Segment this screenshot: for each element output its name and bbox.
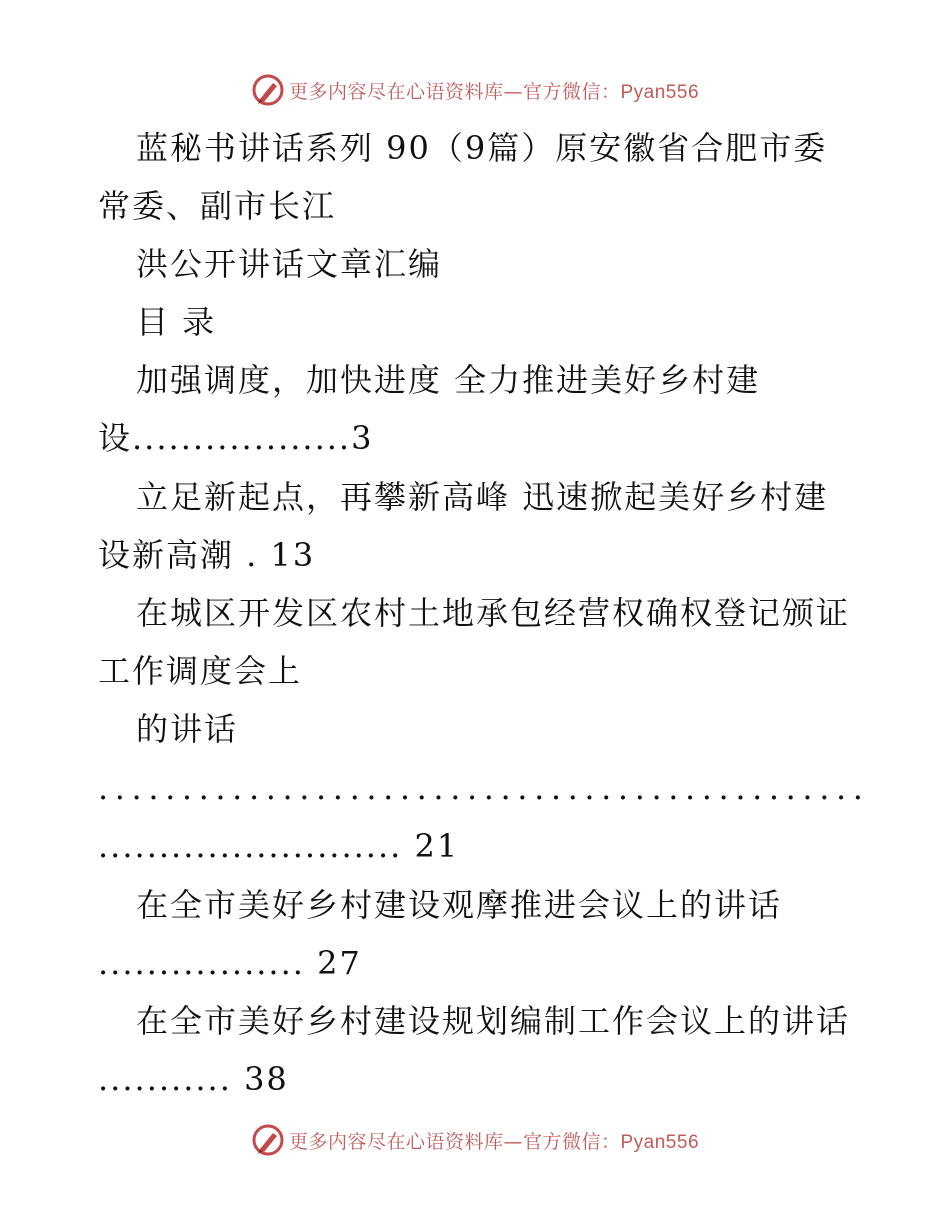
toc-entry-3-page: ......................... 21 — [98, 827, 460, 865]
toc-entry-1-page: 设..................3 — [98, 419, 374, 457]
banner-text: 更多内容尽在心语资料库—官方微信： — [288, 80, 621, 103]
toc-entry-4-page: ................. 27 — [98, 944, 362, 982]
toc-entry-3-title-cont: 工作调度会上 — [98, 652, 303, 690]
banner-wechat-id: Pyan556 — [620, 81, 700, 103]
toc-entry-1-title: 加强调度，加快进度 全力推进美好乡村建 — [136, 361, 761, 399]
header-banner — [0, 70, 950, 110]
banner-text: 更多内容尽在心语资料库—官方微信： — [288, 1130, 621, 1153]
toc-entry-5-title: 在全市美好乡村建设规划编制工作会议上的讲话 — [136, 1002, 851, 1040]
toc-entry-4-title: 在全市美好乡村建设观摩推进会议上的讲话 — [136, 886, 783, 924]
document-title-line-2: 常委、副市长江 — [98, 187, 337, 225]
toc-entry-3-leader: .............................................. — [98, 769, 870, 807]
footer-banner — [0, 1120, 950, 1160]
toc-entry-2-title: 立足新起点，再攀新高峰 迅速掀起美好乡村建 — [136, 478, 829, 516]
document-title-line-1: 蓝秘书讲话系列 90（9篇）原安徽省合肥市委 — [136, 129, 828, 167]
document-title-line-3: 洪公开讲话文章汇编 — [136, 245, 443, 283]
banner-wechat-id: Pyan556 — [620, 1131, 700, 1153]
pen-logo-icon — [251, 73, 285, 107]
toc-entry-5-page: ........... 38 — [98, 1060, 289, 1098]
toc-heading: 目 录 — [136, 303, 217, 341]
toc-entry-3-title: 在城区开发区农村土地承包经营权确权登记颁证 — [136, 594, 851, 632]
pen-logo-icon — [251, 1123, 285, 1157]
toc-entry-3-title-end: 的讲话 — [136, 710, 239, 748]
toc-entry-2-page: 设新高潮 . 13 — [98, 536, 316, 574]
